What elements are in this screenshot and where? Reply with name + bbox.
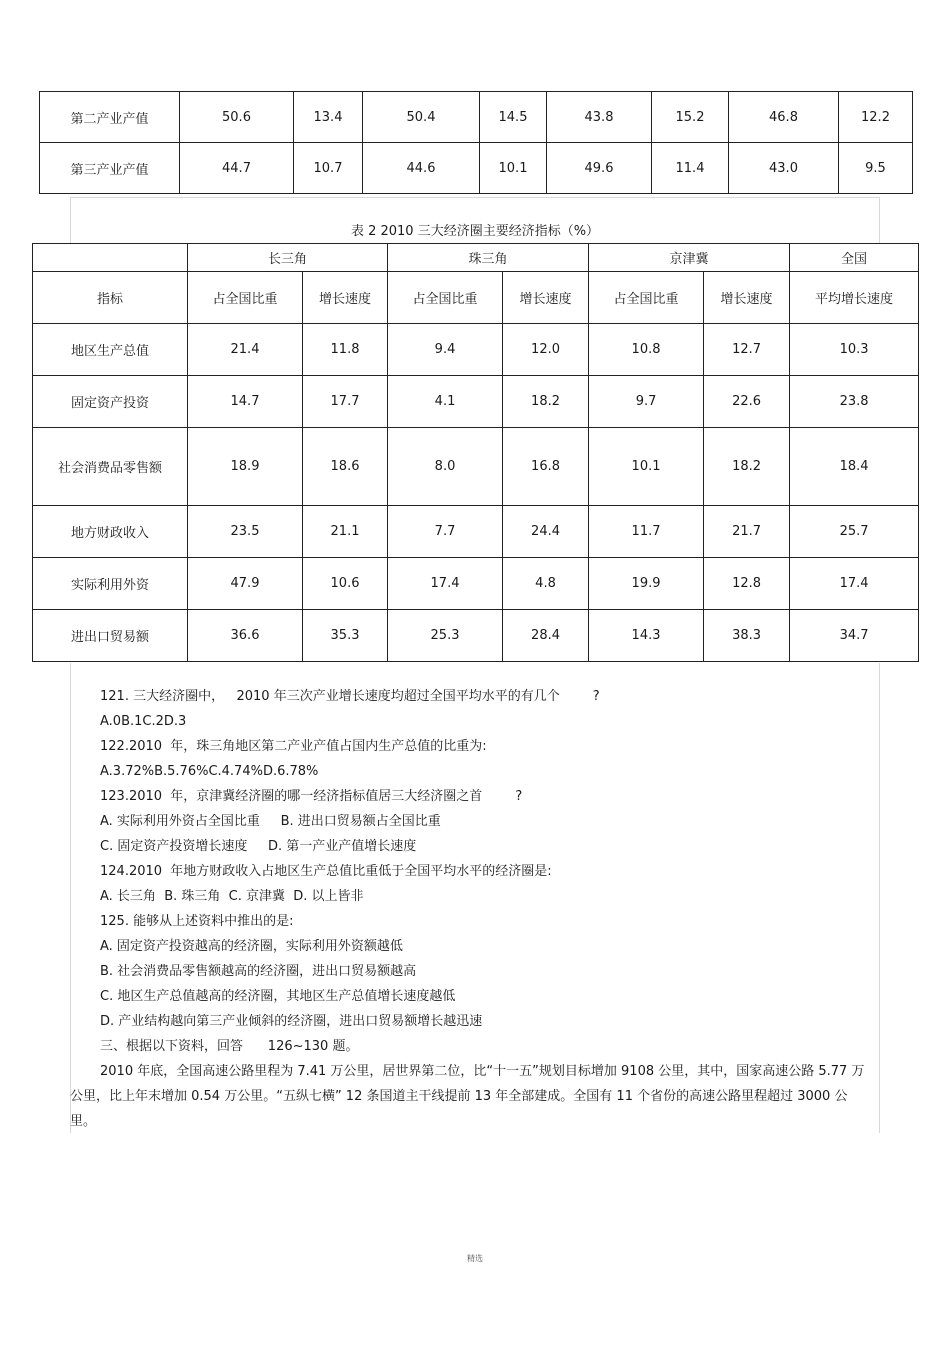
table-cell: 8.0 bbox=[388, 428, 503, 506]
table-cell: 13.4 bbox=[294, 92, 363, 143]
table-cell: 25.3 bbox=[388, 610, 503, 662]
options-line: D. 产业结构越向第三产业倾斜的经济圈，进出口贸易额增长越迅速 bbox=[100, 1014, 483, 1029]
table-cell: 18.6 bbox=[303, 428, 388, 506]
options-line: A. 长三角 B. 珠三角 C. 京津冀 D. 以上皆非 bbox=[100, 889, 364, 904]
table-cell: 28.4 bbox=[503, 610, 589, 662]
table-cell: 14.7 bbox=[188, 376, 303, 428]
table-cell: 4.8 bbox=[503, 558, 589, 610]
column-header: 占全国比重 bbox=[388, 272, 503, 324]
table-cell: 12.7 bbox=[704, 324, 790, 376]
row-label: 第二产业产值 bbox=[40, 92, 180, 143]
table-cell: 46.8 bbox=[729, 92, 839, 143]
row-label: 进出口贸易额 bbox=[33, 610, 188, 662]
table-cell: 11.4 bbox=[652, 143, 729, 194]
table-cell: 15.2 bbox=[652, 92, 729, 143]
column-header: 增长速度 bbox=[503, 272, 589, 324]
table-cell: 10.3 bbox=[790, 324, 919, 376]
row-label: 固定资产投资 bbox=[33, 376, 188, 428]
column-header: 指标 bbox=[33, 272, 188, 324]
table-cell: 17.7 bbox=[303, 376, 388, 428]
question-line: 125. 能够从上述资料中推出的是: bbox=[100, 914, 294, 929]
region-header: 全国 bbox=[790, 244, 919, 272]
row-label: 实际利用外资 bbox=[33, 558, 188, 610]
table-cell: 17.4 bbox=[388, 558, 503, 610]
table-cell: 47.9 bbox=[188, 558, 303, 610]
question-line: 122.2010 年，珠三角地区第二产业产值占国内生产总值的比重为: bbox=[100, 739, 487, 754]
options-line: A. 实际利用外资占全国比重 B. 进出口贸易额占全国比重 bbox=[100, 814, 441, 829]
economic-indicators-table bbox=[32, 243, 919, 662]
table-cell: 43.0 bbox=[729, 143, 839, 194]
options-line: C. 固定资产投资增长速度 D. 第一产业产值增长速度 bbox=[100, 839, 417, 854]
table-cell: 44.6 bbox=[363, 143, 480, 194]
table-cell: 34.7 bbox=[790, 610, 919, 662]
table-cell: 49.6 bbox=[547, 143, 652, 194]
options-line: A. 固定资产投资越高的经济圈，实际利用外资额越低 bbox=[100, 939, 403, 954]
table-cell: 21.4 bbox=[188, 324, 303, 376]
table-cell: 10.7 bbox=[294, 143, 363, 194]
table-cell: 19.9 bbox=[589, 558, 704, 610]
table-cell: 7.7 bbox=[388, 506, 503, 558]
table-cell: 38.3 bbox=[704, 610, 790, 662]
highway-paragraph: 2010 年底，全国高速公路里程为 7.41 万公里，居世界第二位，比“十一五”规划目标增加 9108 公里，其中，国家高速公路 5.77 万公里，比上年末增加 0.54 万公里。“五纵七横” 12 条国道主干线提前 13 年全部建成。全国有 11 个省份的高速公路里程超过 3000 公里。 bbox=[70, 1064, 865, 1129]
column-header: 平均增长速度 bbox=[790, 272, 919, 324]
table-row bbox=[33, 610, 919, 662]
table-cell: 10.8 bbox=[589, 324, 704, 376]
table-cell: 44.7 bbox=[180, 143, 294, 194]
row-label: 地方财政收入 bbox=[33, 506, 188, 558]
table-row bbox=[33, 376, 919, 428]
table-cell: 50.6 bbox=[180, 92, 294, 143]
page-footer: 精选 bbox=[467, 1254, 483, 1263]
table-cell: 35.3 bbox=[303, 610, 388, 662]
table-row bbox=[40, 92, 913, 143]
table-row bbox=[33, 428, 919, 506]
table-cell: 18.9 bbox=[188, 428, 303, 506]
table-cell: 10.1 bbox=[480, 143, 547, 194]
table-cell: 23.8 bbox=[790, 376, 919, 428]
table-cell: 12.0 bbox=[503, 324, 589, 376]
column-header: 增长速度 bbox=[303, 272, 388, 324]
table-cell: 9.7 bbox=[589, 376, 704, 428]
region-header: 长三角 bbox=[188, 244, 388, 272]
column-header-row bbox=[33, 272, 919, 324]
table-cell: 18.4 bbox=[790, 428, 919, 506]
table-cell: 12.2 bbox=[839, 92, 913, 143]
table-cell: 23.5 bbox=[188, 506, 303, 558]
table-cell: 11.8 bbox=[303, 324, 388, 376]
table-cell: 10.6 bbox=[303, 558, 388, 610]
header-empty bbox=[33, 244, 188, 272]
table-cell: 10.1 bbox=[589, 428, 704, 506]
question-line: 124.2010 年地方财政收入占地区生产总值比重低于全国平均水平的经济圈是: bbox=[100, 864, 552, 879]
row-label: 社会消费品零售额 bbox=[33, 428, 188, 506]
table-row bbox=[33, 324, 919, 376]
column-header: 占全国比重 bbox=[188, 272, 303, 324]
row-label: 地区生产总值 bbox=[33, 324, 188, 376]
question-line: 121. 三大经济圈中， 2010 年三次产业增长速度均超过全国平均水平的有几个 ? bbox=[100, 689, 600, 704]
table-row bbox=[33, 558, 919, 610]
table-cell: 21.1 bbox=[303, 506, 388, 558]
table-cell: 21.7 bbox=[704, 506, 790, 558]
table-cell: 12.8 bbox=[704, 558, 790, 610]
options-line: A.0B.1C.2D.3 bbox=[100, 714, 187, 729]
table-cell: 43.8 bbox=[547, 92, 652, 143]
table-row bbox=[40, 143, 913, 194]
table-cell: 9.5 bbox=[839, 143, 913, 194]
row-label: 第三产业产值 bbox=[40, 143, 180, 194]
questions-block bbox=[70, 684, 870, 1134]
table-cell: 18.2 bbox=[704, 428, 790, 506]
table-cell: 22.6 bbox=[704, 376, 790, 428]
table-row bbox=[33, 506, 919, 558]
table-cell: 14.3 bbox=[589, 610, 704, 662]
question-line: 123.2010 年，京津冀经济圈的哪一经济指标值居三大经济圈之首 ? bbox=[100, 789, 523, 804]
region-header-row bbox=[33, 244, 919, 272]
section-heading: 三、根据以下资料，回答 126~130 题。 bbox=[100, 1039, 359, 1054]
table-cell: 11.7 bbox=[589, 506, 704, 558]
table-cell: 16.8 bbox=[503, 428, 589, 506]
column-header: 增长速度 bbox=[704, 272, 790, 324]
options-line: A.3.72%B.5.76%C.4.74%D.6.78% bbox=[100, 764, 319, 779]
table-cell: 14.5 bbox=[480, 92, 547, 143]
region-header: 京津冀 bbox=[589, 244, 790, 272]
region-header: 珠三角 bbox=[388, 244, 589, 272]
table-cell: 18.2 bbox=[503, 376, 589, 428]
industry-output-table bbox=[39, 91, 913, 194]
table-cell: 36.6 bbox=[188, 610, 303, 662]
table-cell: 24.4 bbox=[503, 506, 589, 558]
table-cell: 25.7 bbox=[790, 506, 919, 558]
table-cell: 4.1 bbox=[388, 376, 503, 428]
table-cell: 9.4 bbox=[388, 324, 503, 376]
table-caption: 表 2 2010 三大经济圈主要经济指标（%） bbox=[350, 224, 600, 239]
table-cell: 50.4 bbox=[363, 92, 480, 143]
options-line: C. 地区生产总值越高的经济圈，其地区生产总值增长速度越低 bbox=[100, 989, 456, 1004]
table-cell: 17.4 bbox=[790, 558, 919, 610]
column-header: 占全国比重 bbox=[589, 272, 704, 324]
options-line: B. 社会消费品零售额越高的经济圈，进出口贸易额越高 bbox=[100, 964, 417, 979]
